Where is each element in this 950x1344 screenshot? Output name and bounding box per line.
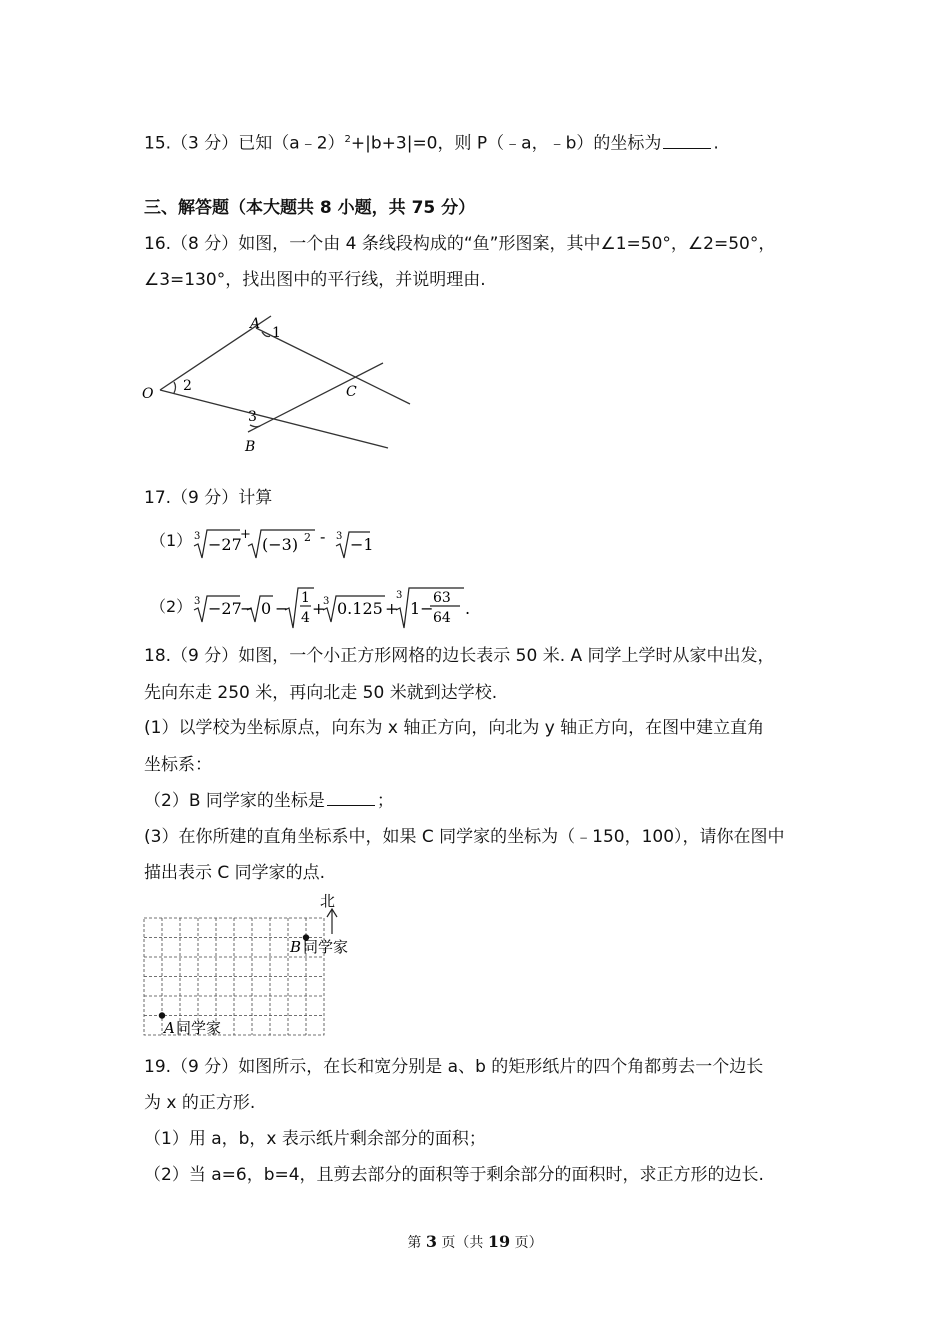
section3-title: 三、解答题（本大题共 8 小题，共 75 分）	[144, 198, 476, 218]
q19-line4: （2）当 a=6，b=4，且剪去部分的面积等于剩余部分的面积时，求正方形的边长.	[144, 1165, 764, 1185]
p2-op1: −	[240, 599, 254, 618]
q18-answer-blank[interactable]	[327, 789, 375, 806]
p2-index1: 3	[194, 596, 201, 607]
point-a-letter: A	[164, 1019, 175, 1037]
q18-line7: 描出表示 C 同学家的点.	[144, 863, 326, 883]
north-arrow-icon	[327, 909, 337, 934]
q17-p2-expression	[190, 584, 490, 630]
p1-index1: 3	[194, 531, 201, 542]
north-label: 北	[320, 892, 336, 910]
q19-line2: 为 x 的正方形.	[144, 1093, 256, 1113]
angle2-arc	[174, 382, 176, 393]
q15-answer-blank[interactable]	[663, 132, 711, 149]
p2-radicand4: 0.125	[337, 599, 383, 618]
p2-frac2-num: 63	[433, 590, 451, 606]
point-a-text: 同学家	[176, 1019, 222, 1037]
p2-op3: +	[312, 599, 326, 618]
p2-radicand1: −27	[208, 599, 242, 618]
q15-text-b: +|b+3|=0，则 P（﹣a，﹣b）的坐标为	[350, 133, 662, 154]
p2-frac-den: 4	[301, 610, 310, 626]
p2-op4: +	[385, 599, 399, 618]
p1-sup2: 2	[304, 531, 311, 544]
footer-pre: 第	[407, 1235, 426, 1251]
q16-line2: ∠3=130°，找出图中的平行线，并说明理由.	[144, 270, 486, 290]
footer-post: 页）	[510, 1235, 543, 1251]
q19-line3: （1）用 a，b，x 表示纸片剩余部分的面积；	[144, 1129, 486, 1149]
q17-p1-expression	[190, 524, 390, 564]
q18-line4: 坐标系：	[144, 755, 212, 775]
q18-line6: (3）在你所建的直角坐标系中，如果 C 同学家的坐标为（﹣150，100），请你在图中	[144, 827, 785, 847]
q18-line3: (1）以学校为坐标原点，向东为 x 轴正方向，向北为 y 轴正方向，在图中建立直角	[144, 718, 765, 738]
q15-number: 15.	[144, 133, 172, 154]
q15-superscript: 2	[344, 134, 351, 145]
q17-p2-label: （2）	[150, 597, 193, 616]
fish-figure	[138, 312, 418, 470]
label-2: 2	[183, 378, 192, 394]
p2-radicand2: 0	[261, 599, 272, 618]
footer-mid: 页（共	[436, 1235, 488, 1251]
label-o: O	[142, 386, 154, 402]
label-1: 1	[272, 325, 281, 341]
q15-end: .	[713, 133, 719, 154]
point-b-letter: B	[290, 938, 302, 956]
label-c: C	[346, 384, 357, 400]
segment-bc	[248, 363, 383, 432]
grid-figure	[140, 890, 370, 1040]
q19-line1: 19.（9 分）如图所示，在长和宽分别是 a、b 的矩形纸片的四个角都剪去一个边长	[144, 1057, 764, 1077]
q18-line1: 18.（9 分）如图，一个小正方形网格的边长表示 50 米. A 同学上学时从家中出发，	[144, 646, 775, 666]
angle3-arc	[250, 425, 260, 427]
label-b: B	[245, 439, 256, 455]
p1-radicand1: −27	[208, 535, 242, 554]
footer-total-pages: 19	[487, 1232, 511, 1251]
page-footer	[0, 1232, 950, 1252]
q18-line5	[144, 789, 394, 813]
q16-line1: 16.（8 分）如图，一个由 4 条线段构成的“鱼”形图案，其中∠1=50°，∠2=50°，	[144, 234, 776, 254]
label-3: 3	[248, 409, 257, 425]
p2-frac-num: 1	[301, 590, 310, 606]
q15-score: （3 分）	[171, 133, 239, 154]
p2-index4: 3	[323, 596, 330, 607]
q18-line5-text: （2）B 同学家的坐标是	[144, 791, 325, 811]
p2-frac2-den: 64	[433, 610, 451, 626]
p2-end: .	[465, 599, 471, 618]
p1-index3: 3	[336, 531, 343, 542]
point-a	[159, 1012, 165, 1018]
p1-op2: -	[320, 527, 326, 546]
q15-text-a: 已知（a﹣2）	[238, 133, 345, 154]
p2-op2: −	[275, 599, 289, 618]
footer-page-number: 3	[425, 1232, 437, 1251]
q18-line5-end: ；	[376, 791, 394, 811]
q17-p1-label: （1）	[150, 531, 193, 550]
label-a: A	[250, 316, 261, 332]
p1-radicand2: (−3)	[262, 535, 299, 554]
q15-line	[144, 128, 719, 156]
q17-title: 17.（9 分）计算	[144, 488, 273, 508]
point-b-text: 同学家	[303, 938, 349, 956]
p1-radicand3: −1	[350, 535, 374, 554]
p2-index5: 3	[396, 590, 403, 601]
p1-op1: +	[240, 527, 251, 542]
p2-radicand5-pre: 1−	[410, 599, 434, 618]
q18-line2: 先向东走 250 米，再向北走 50 米就到达学校.	[144, 683, 498, 703]
